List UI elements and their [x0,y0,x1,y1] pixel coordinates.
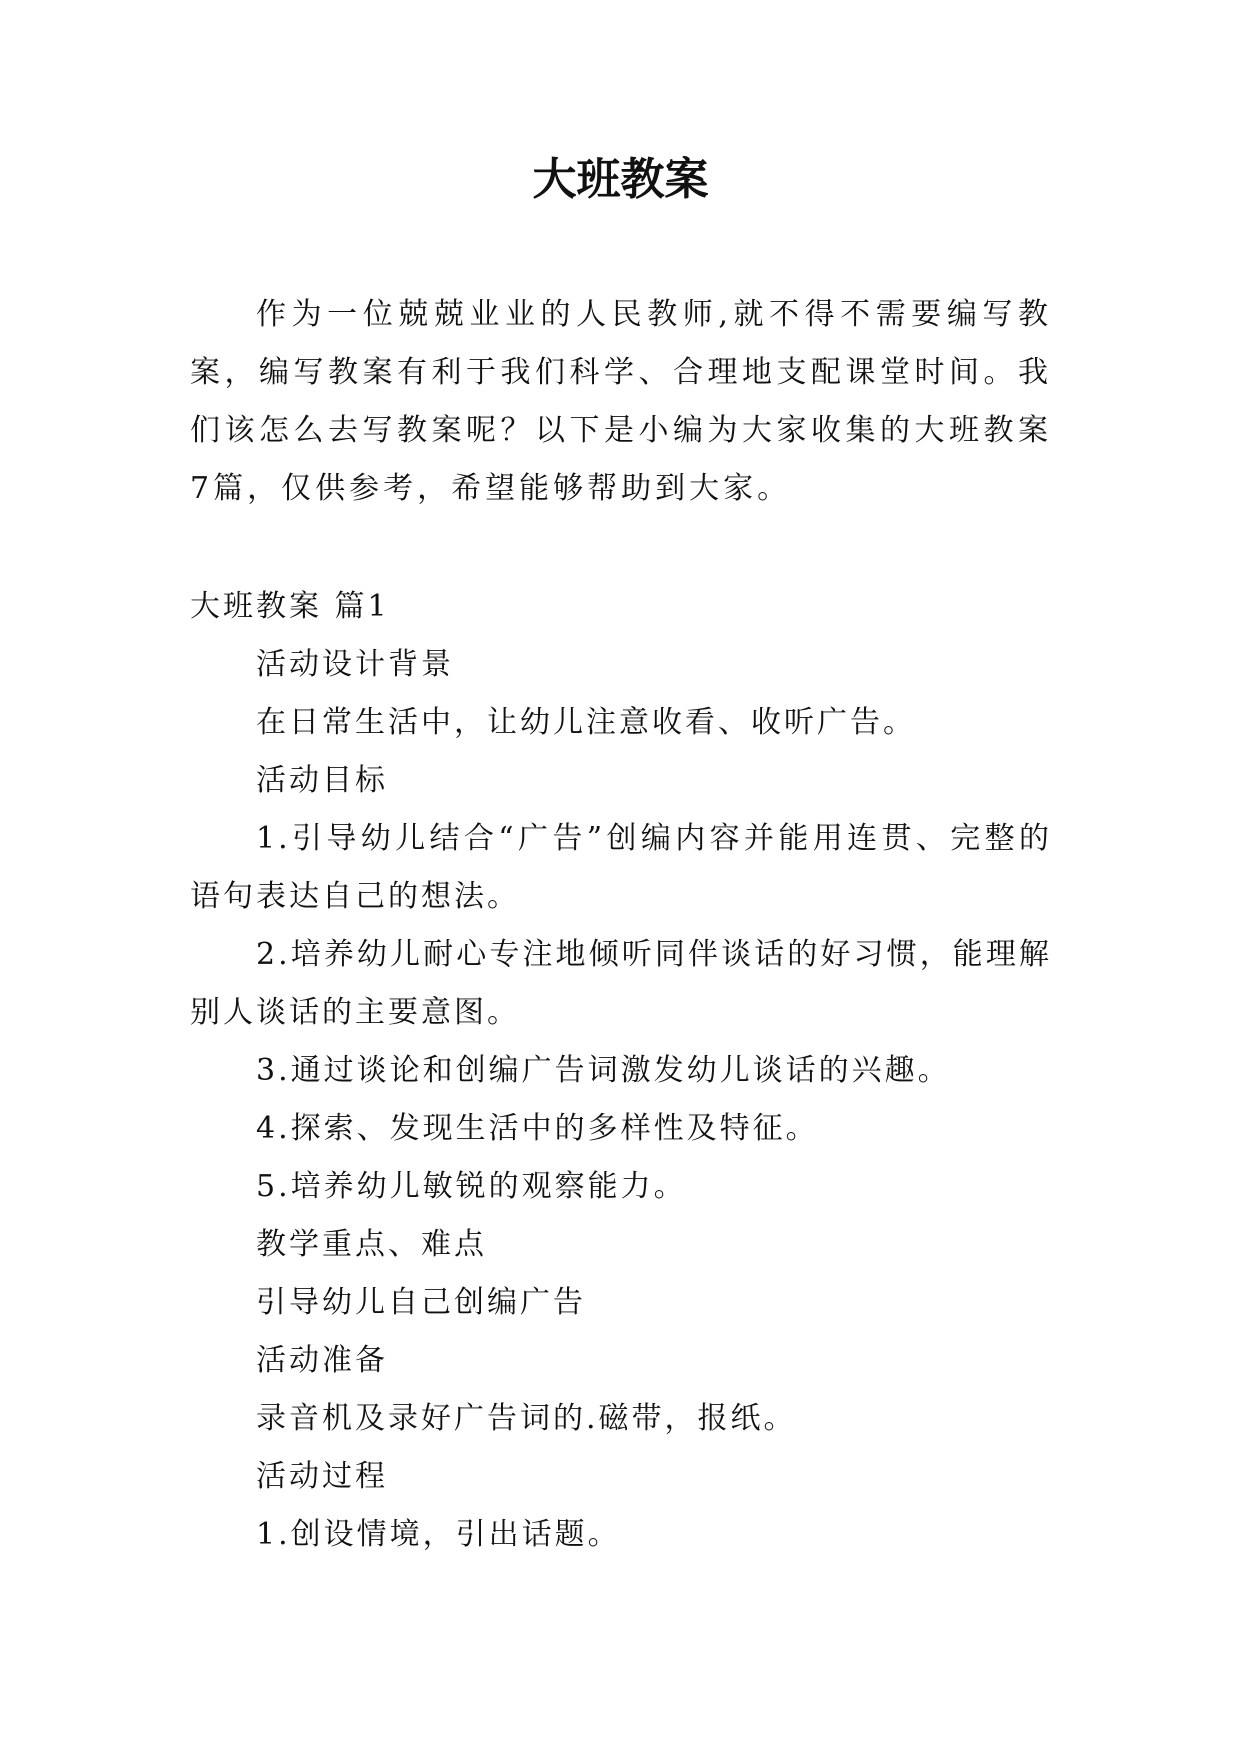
paragraph-goal-1: 1.引导幼儿结合“广告”创编内容并能用连贯、完整的语句表达自己的想法。 [190,821,1052,914]
paragraph-process-step-1: 1.创设情境，引出话题。 [256,1517,621,1552]
lesson-plan-content [190,636,1052,1564]
paragraph-activity-goals-heading: 活动目标 [256,763,388,798]
paragraph-preparation-heading: 活动准备 [256,1343,388,1378]
paragraph-goal-4: 4.探索、发现生活中的多样性及特征。 [256,1111,819,1146]
paragraph-key-points-text: 引导幼儿自己创编广告 [256,1285,586,1320]
document-title: 大班教案 [532,154,709,205]
paragraph-activity-background-text: 在日常生活中，让幼儿注意收看、收听广告。 [256,705,916,740]
paragraph-process-heading: 活动过程 [256,1459,388,1494]
paragraph-goal-2: 2.培养幼儿耐心专注地倾听同伴谈话的好习惯，能理解别人谈话的主要意图。 [190,937,1052,1030]
section-heading: 大班教案 篇1 [190,589,390,624]
paragraph-goal-3: 3.通过谈论和创编广告词激发幼儿谈话的兴趣。 [256,1053,951,1088]
paragraph-key-points-heading: 教学重点、难点 [256,1227,487,1262]
intro-paragraph: 作为一位兢兢业业的人民教师,就不得不需要编写教案，编写教案有利于我们科学、合理地支配课堂时间。我们该怎么去写教案呢？以下是小编为大家收集的大班教案7篇，仅供参考，希望能够帮助到大家。 [190,297,1052,506]
paragraph-goal-5: 5.培养幼儿敏锐的观察能力。 [256,1169,687,1204]
paragraph-preparation-text: 录音机及录好广告词的.磁带，报纸。 [256,1401,797,1436]
paragraph-activity-background-heading: 活动设计背景 [256,647,454,682]
